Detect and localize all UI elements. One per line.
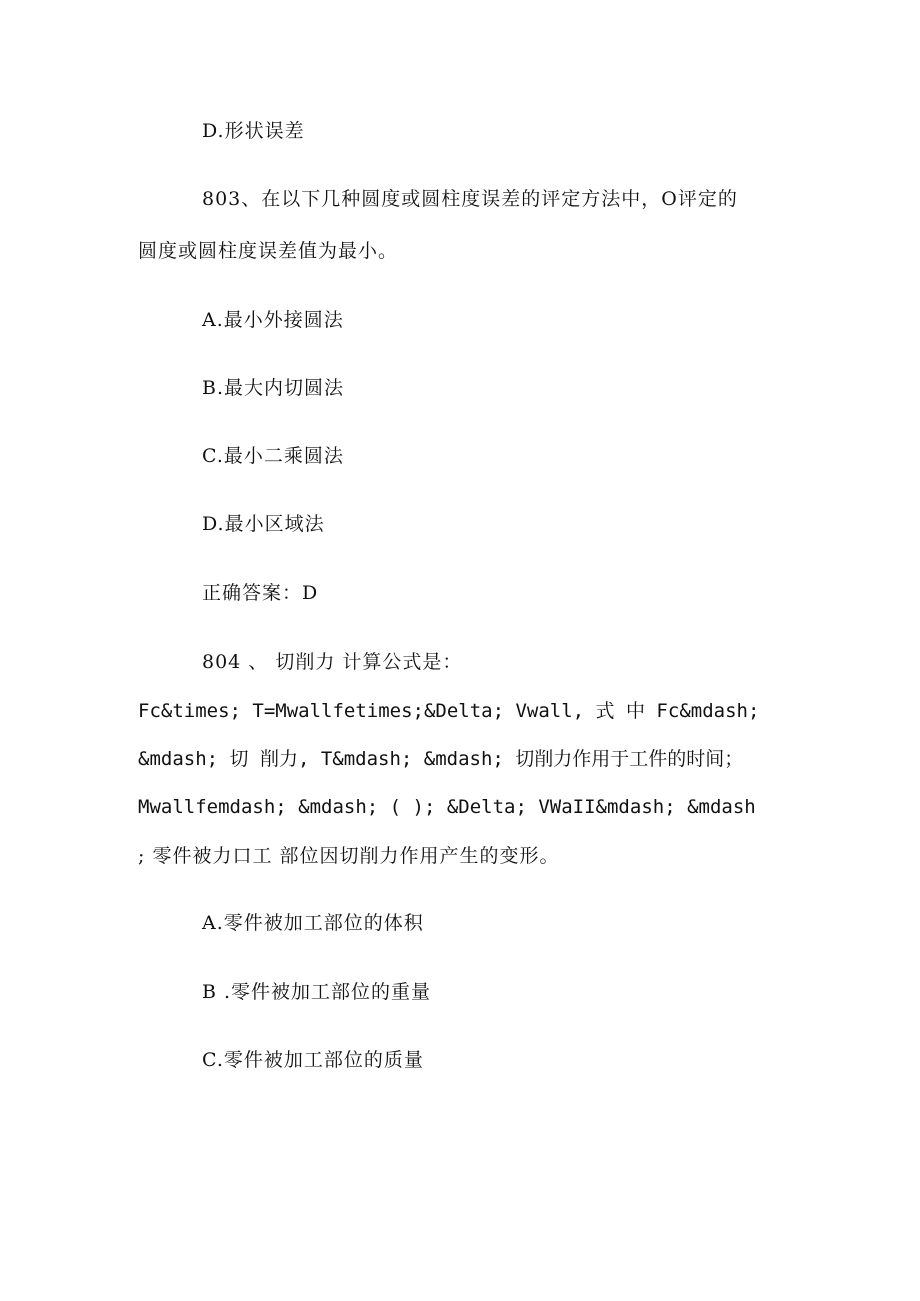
q803-stem-line-2: 圆度或圆柱度误差值为最小。 [138, 240, 399, 262]
q804-stem-line-3: &mdash; 切 削力, T&mdash; &mdash; 切削力作用于工件的时间； [138, 748, 744, 770]
q803-option-b: B.最大内切圆法 [202, 377, 345, 399]
q804-stem-line-4: Mwallfemdash; &mdash; ( ); &Delta; VWaII&mdash; &mdash [138, 796, 756, 818]
q804-stem-line-2: Fc&times; T=Mwallfetimes;&Delta; Vwall, 式 中 Fc&mdash; [138, 700, 760, 722]
q802-option-d: D.形状误差 [202, 120, 305, 142]
q803-stem-line-1: 803、在以下几种圆度或圆柱度误差的评定方法中，O评定的 [202, 188, 738, 210]
q803-option-d: D.最小区域法 [202, 513, 325, 535]
q804-option-c: C.零件被加工部位的质量 [202, 1049, 424, 1071]
q803-option-a: A.最小外接圆法 [202, 309, 344, 331]
q804-stem-line-1: 804 、 切削力 计算公式是： [202, 651, 463, 673]
q804-option-a: A.零件被加工部位的体积 [202, 912, 424, 934]
q803-answer: 正确答案：D [202, 582, 319, 604]
q804-option-b: B .零件被加工部位的重量 [202, 981, 432, 1003]
q804-stem-line-5: ; 零件被力口工 部位因切削力作用产生的变形。 [138, 845, 560, 867]
q803-option-c: C.最小二乘圆法 [202, 445, 344, 467]
